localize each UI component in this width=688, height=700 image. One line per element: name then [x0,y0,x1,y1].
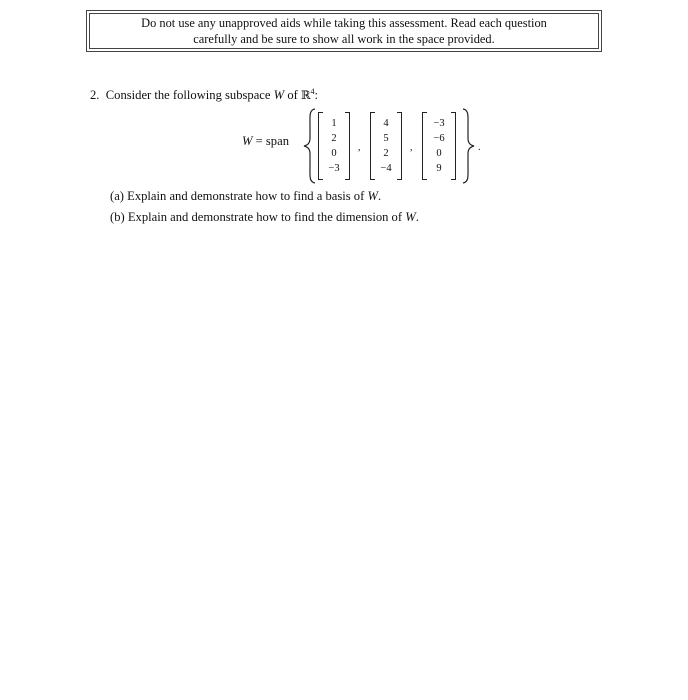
part-b [110,207,419,228]
notice-line-1: Do not use any unapproved aids while taking this assessment. Read each question [141,16,547,30]
vector-entry: 9 [436,163,442,174]
notice-box [86,10,602,52]
question-variable: W [273,88,285,102]
question-statement [90,84,318,103]
vector-separator: , [358,142,361,153]
vector-entry: 1 [331,118,337,129]
vector-entry: 0 [331,148,337,159]
equation-lhs-span: = span [255,134,289,148]
left-brace-icon [302,108,318,184]
question-text-before: Consider the following subspace [105,88,271,102]
question-number: 2. [90,88,100,102]
real-space-exponent: 4 [310,87,315,96]
vector-entry: 5 [383,133,389,144]
vector-entry: 2 [383,148,389,159]
equation-period: . [478,142,481,153]
vector-entry: −3 [328,163,340,174]
part-a-variable: W [367,189,378,203]
part-b-text: Explain and demonstrate how to find the dimension of [127,210,403,224]
vector-entry: 4 [383,118,389,129]
question-text-after: : [314,88,319,102]
bracket-right [451,112,456,180]
part-a-label: (a) [110,189,124,203]
vector-entry: 0 [436,148,442,159]
part-a [110,186,419,207]
equation-lhs [242,134,289,149]
part-b-end: . [415,210,419,224]
right-brace-icon [460,108,476,184]
question-text-mid: of [287,88,298,102]
part-a-end: . [377,189,382,203]
vector-2 [370,112,402,180]
vector-entry: −3 [433,118,445,129]
notice-line-2: carefully and be sure to show all work in the space provided. [193,32,495,46]
vector-entry: −4 [380,163,392,174]
bracket-right [397,112,402,180]
real-space-symbol: ℝ [300,88,311,102]
vector-1 [318,112,350,180]
vector-entry: −6 [433,133,445,144]
part-b-label: (b) [110,210,125,224]
question-parts [110,186,419,228]
part-a-text: Explain and demonstrate how to find a basis of [127,189,365,203]
equation-lhs-variable: W [242,134,253,148]
notice-box-inner [89,13,599,49]
vector-entry: 2 [331,133,337,144]
vector-separator: , [410,142,413,153]
span-equation [240,104,500,184]
part-b-variable: W [405,210,416,224]
vector-3 [422,112,456,180]
bracket-right [345,112,350,180]
